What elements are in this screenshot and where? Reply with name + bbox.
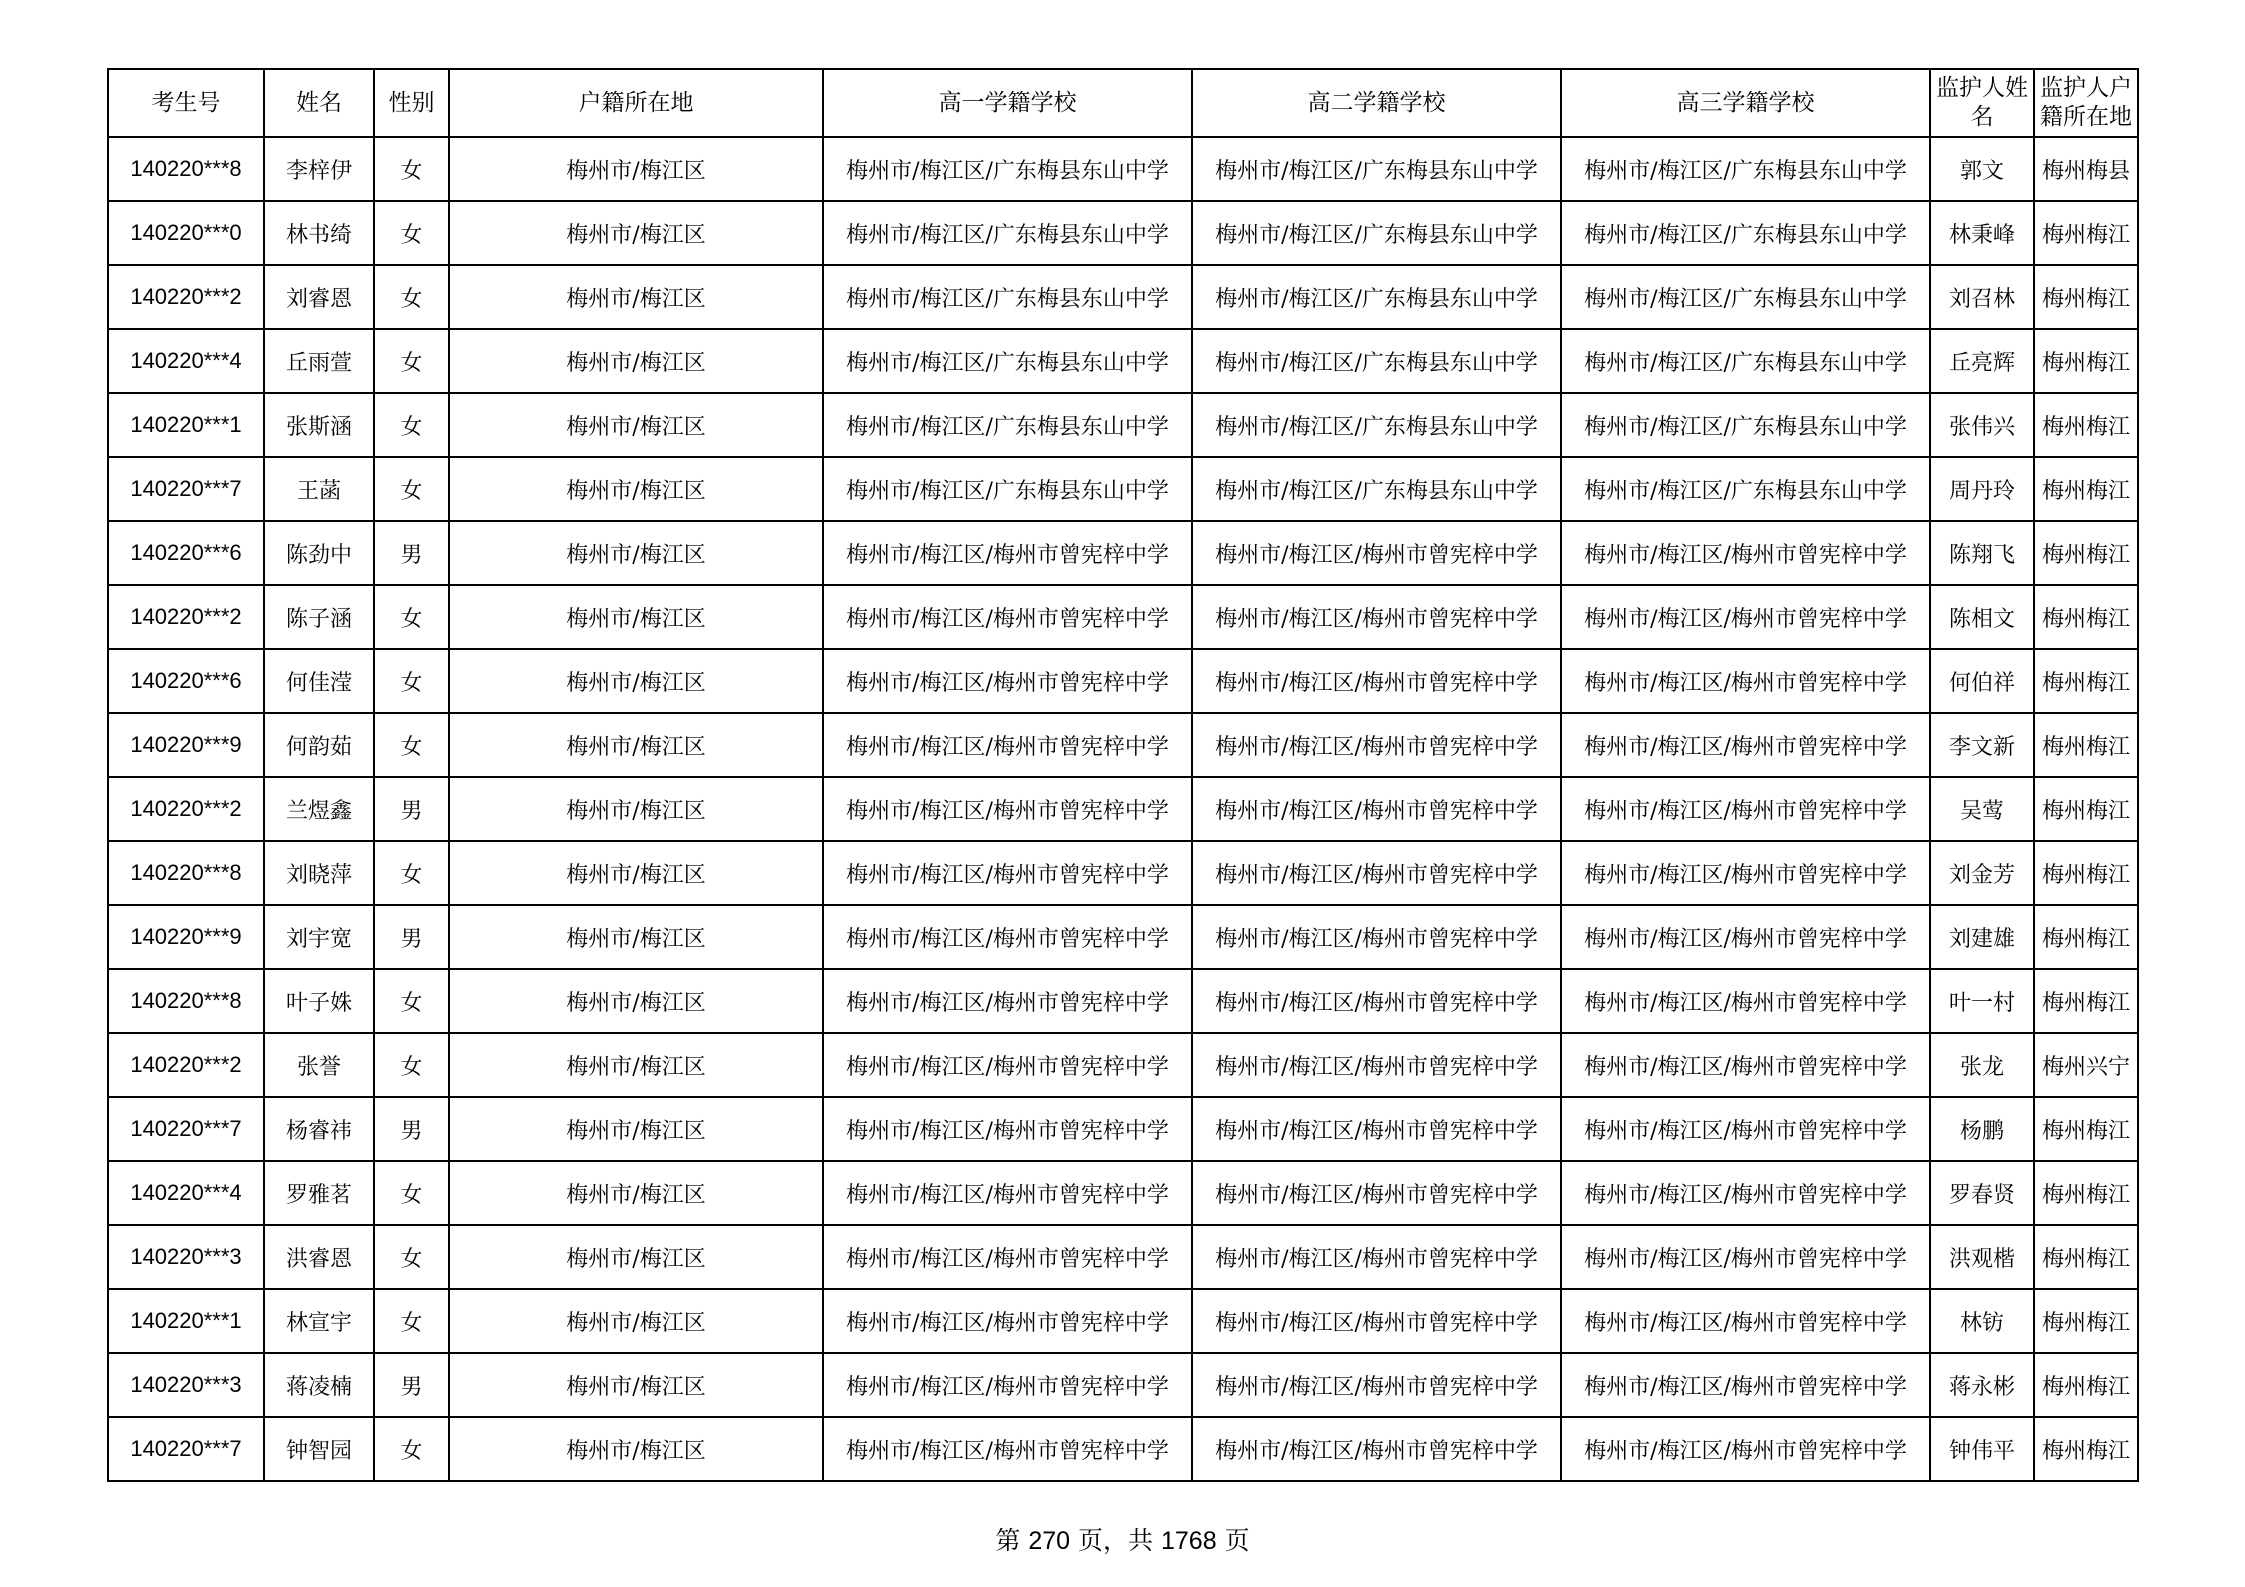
table-row	[108, 969, 2138, 1033]
table-row	[108, 1353, 2138, 1417]
header-name: 姓名	[264, 69, 374, 137]
student-name-cell: 林宣宇	[264, 1289, 374, 1353]
exam-id-cell: 140220***7	[108, 1097, 264, 1161]
guardian-name-cell: 郭文	[1930, 137, 2034, 201]
total-pages: 1768	[1161, 1527, 1217, 1555]
school-grade2-cell: 梅州市/梅江区/梅州市曾宪梓中学	[1192, 1225, 1561, 1289]
gender-cell: 女	[374, 969, 449, 1033]
guardian-name-cell: 刘金芳	[1930, 841, 2034, 905]
gender-cell: 男	[374, 777, 449, 841]
header-school-g2: 高二学籍学校	[1192, 69, 1561, 137]
school-grade3-cell: 梅州市/梅江区/梅州市曾宪梓中学	[1561, 585, 1930, 649]
guardian-name-cell: 张伟兴	[1930, 393, 2034, 457]
school-grade3-cell: 梅州市/梅江区/梅州市曾宪梓中学	[1561, 1353, 1930, 1417]
guardian-name-cell: 罗春贤	[1930, 1161, 2034, 1225]
page-number: 270	[1028, 1527, 1071, 1555]
guardian-name-cell: 钟伟平	[1930, 1417, 2034, 1481]
exam-id-cell: 140220***8	[108, 137, 264, 201]
student-name-cell: 林书绮	[264, 201, 374, 265]
table-row	[108, 1417, 2138, 1481]
exam-id-cell: 140220***7	[108, 1417, 264, 1481]
school-grade3-cell: 梅州市/梅江区/广东梅县东山中学	[1561, 265, 1930, 329]
guardian-name-cell: 林秉峰	[1930, 201, 2034, 265]
guardian-name-cell: 张龙	[1930, 1033, 2034, 1097]
gender-cell: 男	[374, 1353, 449, 1417]
household-location-cell: 梅州市/梅江区	[449, 1161, 823, 1225]
household-location-cell: 梅州市/梅江区	[449, 265, 823, 329]
student-name-cell: 李梓伊	[264, 137, 374, 201]
school-grade3-cell: 梅州市/梅江区/梅州市曾宪梓中学	[1561, 1289, 1930, 1353]
table-row	[108, 1033, 2138, 1097]
school-grade2-cell: 梅州市/梅江区/广东梅县东山中学	[1192, 329, 1561, 393]
exam-id-cell: 140220***9	[108, 713, 264, 777]
header-school-g1: 高一学籍学校	[823, 69, 1192, 137]
school-grade1-cell: 梅州市/梅江区/梅州市曾宪梓中学	[823, 905, 1192, 969]
school-grade3-cell: 梅州市/梅江区/广东梅县东山中学	[1561, 393, 1930, 457]
exam-id-cell: 140220***3	[108, 1353, 264, 1417]
school-grade1-cell: 梅州市/梅江区/梅州市曾宪梓中学	[823, 521, 1192, 585]
guardian-household-cell: 梅州梅江	[2034, 1097, 2138, 1161]
exam-id-cell: 140220***7	[108, 457, 264, 521]
school-grade3-cell: 梅州市/梅江区/广东梅县东山中学	[1561, 457, 1930, 521]
guardian-name-cell: 叶一村	[1930, 969, 2034, 1033]
school-grade3-cell: 梅州市/梅江区/梅州市曾宪梓中学	[1561, 1097, 1930, 1161]
school-grade1-cell: 梅州市/梅江区/梅州市曾宪梓中学	[823, 841, 1192, 905]
school-grade2-cell: 梅州市/梅江区/广东梅县东山中学	[1192, 137, 1561, 201]
student-name-cell: 何佳滢	[264, 649, 374, 713]
gender-cell: 女	[374, 393, 449, 457]
table-row	[108, 1225, 2138, 1289]
household-location-cell: 梅州市/梅江区	[449, 201, 823, 265]
table-row	[108, 585, 2138, 649]
guardian-household-cell: 梅州梅江	[2034, 713, 2138, 777]
household-location-cell: 梅州市/梅江区	[449, 137, 823, 201]
student-name-cell: 张誉	[264, 1033, 374, 1097]
header-household: 户籍所在地	[449, 69, 823, 137]
school-grade1-cell: 梅州市/梅江区/广东梅县东山中学	[823, 137, 1192, 201]
student-name-cell: 刘宇宽	[264, 905, 374, 969]
student-name-cell: 叶子姝	[264, 969, 374, 1033]
household-location-cell: 梅州市/梅江区	[449, 969, 823, 1033]
footer-prefix: 第	[995, 1526, 1021, 1555]
guardian-household-cell: 梅州梅江	[2034, 265, 2138, 329]
exam-id-cell: 140220***9	[108, 905, 264, 969]
guardian-name-cell: 刘召林	[1930, 265, 2034, 329]
student-name-cell: 钟智园	[264, 1417, 374, 1481]
table-row	[108, 457, 2138, 521]
guardian-household-cell: 梅州梅江	[2034, 393, 2138, 457]
gender-cell: 女	[374, 1033, 449, 1097]
exam-id-cell: 140220***8	[108, 841, 264, 905]
school-grade3-cell: 梅州市/梅江区/梅州市曾宪梓中学	[1561, 713, 1930, 777]
school-grade2-cell: 梅州市/梅江区/梅州市曾宪梓中学	[1192, 777, 1561, 841]
student-name-cell: 蒋凌楠	[264, 1353, 374, 1417]
school-grade1-cell: 梅州市/梅江区/梅州市曾宪梓中学	[823, 1289, 1192, 1353]
household-location-cell: 梅州市/梅江区	[449, 713, 823, 777]
exam-id-cell: 140220***2	[108, 777, 264, 841]
table-row	[108, 1097, 2138, 1161]
student-name-cell: 陈劲中	[264, 521, 374, 585]
student-name-cell: 洪睿恩	[264, 1225, 374, 1289]
gender-cell: 女	[374, 137, 449, 201]
gender-cell: 男	[374, 1097, 449, 1161]
gender-cell: 女	[374, 1417, 449, 1481]
table-row	[108, 329, 2138, 393]
guardian-household-cell: 梅州梅江	[2034, 969, 2138, 1033]
header-exam-id: 考生号	[108, 69, 264, 137]
school-grade2-cell: 梅州市/梅江区/广东梅县东山中学	[1192, 265, 1561, 329]
gender-cell: 女	[374, 457, 449, 521]
household-location-cell: 梅州市/梅江区	[449, 777, 823, 841]
gender-cell: 女	[374, 329, 449, 393]
school-grade3-cell: 梅州市/梅江区/广东梅县东山中学	[1561, 329, 1930, 393]
household-location-cell: 梅州市/梅江区	[449, 1417, 823, 1481]
school-grade3-cell: 梅州市/梅江区/梅州市曾宪梓中学	[1561, 1161, 1930, 1225]
school-grade1-cell: 梅州市/梅江区/梅州市曾宪梓中学	[823, 1225, 1192, 1289]
student-name-cell: 杨睿祎	[264, 1097, 374, 1161]
school-grade3-cell: 梅州市/梅江区/广东梅县东山中学	[1561, 137, 1930, 201]
school-grade2-cell: 梅州市/梅江区/梅州市曾宪梓中学	[1192, 585, 1561, 649]
guardian-name-cell: 李文新	[1930, 713, 2034, 777]
table-row	[108, 521, 2138, 585]
exam-id-cell: 140220***3	[108, 1225, 264, 1289]
gender-cell: 女	[374, 201, 449, 265]
exam-id-cell: 140220***2	[108, 585, 264, 649]
school-grade3-cell: 梅州市/梅江区/梅州市曾宪梓中学	[1561, 841, 1930, 905]
exam-id-cell: 140220***6	[108, 649, 264, 713]
school-grade2-cell: 梅州市/梅江区/梅州市曾宪梓中学	[1192, 649, 1561, 713]
school-grade3-cell: 梅州市/梅江区/广东梅县东山中学	[1561, 201, 1930, 265]
guardian-household-cell: 梅州梅江	[2034, 329, 2138, 393]
table-row	[108, 137, 2138, 201]
household-location-cell: 梅州市/梅江区	[449, 841, 823, 905]
school-grade1-cell: 梅州市/梅江区/梅州市曾宪梓中学	[823, 1353, 1192, 1417]
guardian-name-cell: 刘建雄	[1930, 905, 2034, 969]
student-name-cell: 陈子涵	[264, 585, 374, 649]
school-grade2-cell: 梅州市/梅江区/梅州市曾宪梓中学	[1192, 1353, 1561, 1417]
guardian-name-cell: 周丹玲	[1930, 457, 2034, 521]
exam-id-cell: 140220***2	[108, 1033, 264, 1097]
household-location-cell: 梅州市/梅江区	[449, 457, 823, 521]
school-grade3-cell: 梅州市/梅江区/梅州市曾宪梓中学	[1561, 905, 1930, 969]
guardian-household-cell: 梅州梅江	[2034, 585, 2138, 649]
guardian-household-cell: 梅州梅县	[2034, 137, 2138, 201]
school-grade3-cell: 梅州市/梅江区/梅州市曾宪梓中学	[1561, 1033, 1930, 1097]
guardian-name-cell: 杨鹏	[1930, 1097, 2034, 1161]
gender-cell: 男	[374, 521, 449, 585]
household-location-cell: 梅州市/梅江区	[449, 1225, 823, 1289]
school-grade1-cell: 梅州市/梅江区/广东梅县东山中学	[823, 265, 1192, 329]
table-row	[108, 201, 2138, 265]
household-location-cell: 梅州市/梅江区	[449, 1033, 823, 1097]
school-grade3-cell: 梅州市/梅江区/梅州市曾宪梓中学	[1561, 649, 1930, 713]
household-location-cell: 梅州市/梅江区	[449, 1289, 823, 1353]
header-guardian-household: 监护人户籍所在地	[2034, 69, 2138, 137]
school-grade1-cell: 梅州市/梅江区/梅州市曾宪梓中学	[823, 1161, 1192, 1225]
footer-suffix: 页	[1224, 1526, 1250, 1555]
gender-cell: 女	[374, 1225, 449, 1289]
guardian-household-cell: 梅州兴宁	[2034, 1033, 2138, 1097]
exam-id-cell: 140220***8	[108, 969, 264, 1033]
school-grade1-cell: 梅州市/梅江区/梅州市曾宪梓中学	[823, 1417, 1192, 1481]
school-grade2-cell: 梅州市/梅江区/梅州市曾宪梓中学	[1192, 521, 1561, 585]
gender-cell: 女	[374, 841, 449, 905]
table-row	[108, 1289, 2138, 1353]
school-grade1-cell: 梅州市/梅江区/广东梅县东山中学	[823, 201, 1192, 265]
school-grade1-cell: 梅州市/梅江区/梅州市曾宪梓中学	[823, 713, 1192, 777]
guardian-name-cell: 陈翔飞	[1930, 521, 2034, 585]
gender-cell: 女	[374, 585, 449, 649]
guardian-household-cell: 梅州梅江	[2034, 457, 2138, 521]
school-grade3-cell: 梅州市/梅江区/梅州市曾宪梓中学	[1561, 1225, 1930, 1289]
student-name-cell: 刘晓萍	[264, 841, 374, 905]
school-grade2-cell: 梅州市/梅江区/梅州市曾宪梓中学	[1192, 1161, 1561, 1225]
school-grade3-cell: 梅州市/梅江区/梅州市曾宪梓中学	[1561, 777, 1930, 841]
school-grade2-cell: 梅州市/梅江区/梅州市曾宪梓中学	[1192, 713, 1561, 777]
school-grade2-cell: 梅州市/梅江区/梅州市曾宪梓中学	[1192, 1289, 1561, 1353]
guardian-name-cell: 吴莺	[1930, 777, 2034, 841]
candidate-table	[107, 68, 2139, 1482]
exam-id-cell: 140220***6	[108, 521, 264, 585]
household-location-cell: 梅州市/梅江区	[449, 1097, 823, 1161]
household-location-cell: 梅州市/梅江区	[449, 905, 823, 969]
table-row	[108, 1161, 2138, 1225]
school-grade2-cell: 梅州市/梅江区/广东梅县东山中学	[1192, 201, 1561, 265]
student-name-cell: 何韵茹	[264, 713, 374, 777]
table-row	[108, 649, 2138, 713]
header-gender: 性别	[374, 69, 449, 137]
guardian-household-cell: 梅州梅江	[2034, 1161, 2138, 1225]
table-row	[108, 905, 2138, 969]
household-location-cell: 梅州市/梅江区	[449, 1353, 823, 1417]
school-grade2-cell: 梅州市/梅江区/梅州市曾宪梓中学	[1192, 1097, 1561, 1161]
exam-id-cell: 140220***1	[108, 393, 264, 457]
guardian-household-cell: 梅州梅江	[2034, 841, 2138, 905]
school-grade3-cell: 梅州市/梅江区/梅州市曾宪梓中学	[1561, 1417, 1930, 1481]
school-grade2-cell: 梅州市/梅江区/广东梅县东山中学	[1192, 393, 1561, 457]
school-grade1-cell: 梅州市/梅江区/梅州市曾宪梓中学	[823, 777, 1192, 841]
household-location-cell: 梅州市/梅江区	[449, 329, 823, 393]
guardian-name-cell: 林钫	[1930, 1289, 2034, 1353]
guardian-household-cell: 梅州梅江	[2034, 905, 2138, 969]
student-name-cell: 王菡	[264, 457, 374, 521]
school-grade2-cell: 梅州市/梅江区/梅州市曾宪梓中学	[1192, 841, 1561, 905]
household-location-cell: 梅州市/梅江区	[449, 585, 823, 649]
guardian-name-cell: 洪观楷	[1930, 1225, 2034, 1289]
student-name-cell: 丘雨萱	[264, 329, 374, 393]
guardian-household-cell: 梅州梅江	[2034, 649, 2138, 713]
school-grade1-cell: 梅州市/梅江区/梅州市曾宪梓中学	[823, 1097, 1192, 1161]
table-row	[108, 265, 2138, 329]
student-name-cell: 刘睿恩	[264, 265, 374, 329]
school-grade1-cell: 梅州市/梅江区/广东梅县东山中学	[823, 393, 1192, 457]
guardian-household-cell: 梅州梅江	[2034, 777, 2138, 841]
footer-middle: 页，共	[1078, 1526, 1154, 1555]
school-grade1-cell: 梅州市/梅江区/广东梅县东山中学	[823, 329, 1192, 393]
school-grade2-cell: 梅州市/梅江区/梅州市曾宪梓中学	[1192, 1417, 1561, 1481]
page-footer	[0, 1521, 2245, 1557]
household-location-cell: 梅州市/梅江区	[449, 521, 823, 585]
exam-id-cell: 140220***2	[108, 265, 264, 329]
guardian-name-cell: 何伯祥	[1930, 649, 2034, 713]
guardian-household-cell: 梅州梅江	[2034, 1353, 2138, 1417]
guardian-name-cell: 陈相文	[1930, 585, 2034, 649]
exam-id-cell: 140220***4	[108, 329, 264, 393]
school-grade2-cell: 梅州市/梅江区/广东梅县东山中学	[1192, 457, 1561, 521]
table-row	[108, 393, 2138, 457]
school-grade3-cell: 梅州市/梅江区/梅州市曾宪梓中学	[1561, 521, 1930, 585]
school-grade1-cell: 梅州市/梅江区/梅州市曾宪梓中学	[823, 649, 1192, 713]
table-row	[108, 841, 2138, 905]
school-grade3-cell: 梅州市/梅江区/梅州市曾宪梓中学	[1561, 969, 1930, 1033]
guardian-name-cell: 蒋永彬	[1930, 1353, 2034, 1417]
table-row	[108, 713, 2138, 777]
household-location-cell: 梅州市/梅江区	[449, 393, 823, 457]
guardian-household-cell: 梅州梅江	[2034, 1417, 2138, 1481]
school-grade2-cell: 梅州市/梅江区/梅州市曾宪梓中学	[1192, 1033, 1561, 1097]
header-school-g3: 高三学籍学校	[1561, 69, 1930, 137]
header-guardian-name: 监护人姓名	[1930, 69, 2034, 137]
school-grade1-cell: 梅州市/梅江区/广东梅县东山中学	[823, 457, 1192, 521]
exam-id-cell: 140220***0	[108, 201, 264, 265]
gender-cell: 女	[374, 1161, 449, 1225]
gender-cell: 女	[374, 649, 449, 713]
household-location-cell: 梅州市/梅江区	[449, 649, 823, 713]
student-name-cell: 兰煜鑫	[264, 777, 374, 841]
exam-id-cell: 140220***1	[108, 1289, 264, 1353]
school-grade1-cell: 梅州市/梅江区/梅州市曾宪梓中学	[823, 585, 1192, 649]
guardian-name-cell: 丘亮辉	[1930, 329, 2034, 393]
school-grade2-cell: 梅州市/梅江区/梅州市曾宪梓中学	[1192, 905, 1561, 969]
guardian-household-cell: 梅州梅江	[2034, 521, 2138, 585]
guardian-household-cell: 梅州梅江	[2034, 201, 2138, 265]
table-row	[108, 777, 2138, 841]
school-grade1-cell: 梅州市/梅江区/梅州市曾宪梓中学	[823, 969, 1192, 1033]
guardian-household-cell: 梅州梅江	[2034, 1289, 2138, 1353]
gender-cell: 女	[374, 265, 449, 329]
exam-id-cell: 140220***4	[108, 1161, 264, 1225]
student-name-cell: 罗雅茗	[264, 1161, 374, 1225]
table-header-row	[108, 69, 2138, 137]
gender-cell: 女	[374, 1289, 449, 1353]
gender-cell: 男	[374, 905, 449, 969]
school-grade2-cell: 梅州市/梅江区/梅州市曾宪梓中学	[1192, 969, 1561, 1033]
guardian-household-cell: 梅州梅江	[2034, 1225, 2138, 1289]
school-grade1-cell: 梅州市/梅江区/梅州市曾宪梓中学	[823, 1033, 1192, 1097]
gender-cell: 女	[374, 713, 449, 777]
student-name-cell: 张斯涵	[264, 393, 374, 457]
